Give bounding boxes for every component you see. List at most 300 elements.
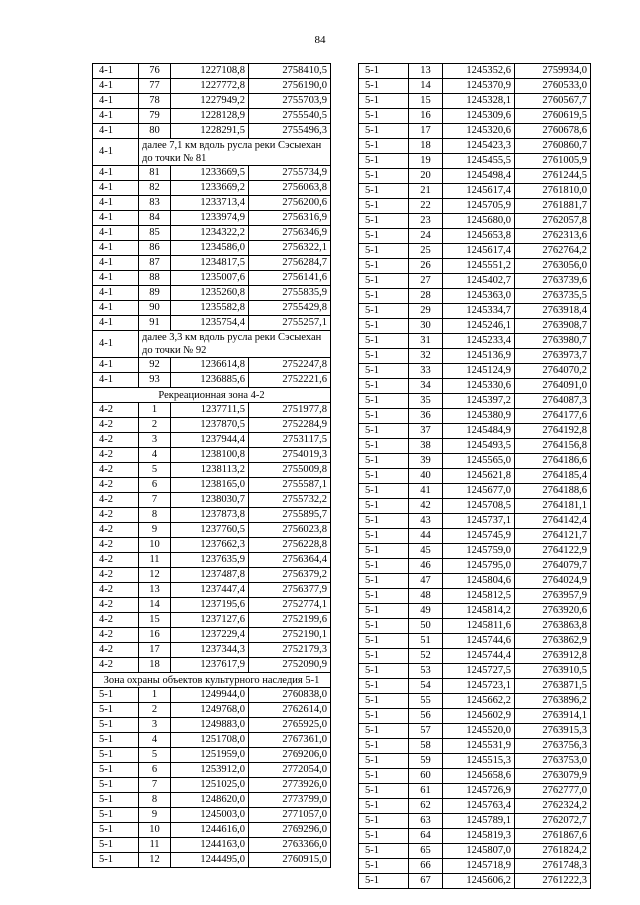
point-number-cell: 90 bbox=[139, 301, 171, 316]
y-coordinate-cell: 2763908,7 bbox=[515, 319, 591, 334]
point-number-cell: 11 bbox=[139, 838, 171, 853]
table-row bbox=[93, 853, 331, 868]
zone-cell: 4-1 bbox=[93, 124, 139, 139]
y-coordinate-cell: 2763862,9 bbox=[515, 634, 591, 649]
point-number-cell: 6 bbox=[139, 478, 171, 493]
y-coordinate-cell: 2755587,1 bbox=[249, 478, 331, 493]
x-coordinate-cell: 1235754,4 bbox=[171, 316, 249, 331]
zone-cell: 5-1 bbox=[359, 499, 409, 514]
y-coordinate-cell: 2759934,0 bbox=[515, 64, 591, 79]
zone-cell: 4-2 bbox=[93, 568, 139, 583]
point-number-cell: 9 bbox=[139, 808, 171, 823]
point-number-cell: 64 bbox=[409, 829, 443, 844]
y-coordinate-cell: 2773926,0 bbox=[249, 778, 331, 793]
x-coordinate-cell: 1245680,0 bbox=[443, 214, 515, 229]
table-row bbox=[93, 388, 331, 403]
zone-cell: 5-1 bbox=[359, 829, 409, 844]
table-row bbox=[93, 109, 331, 124]
y-coordinate-cell: 2762057,8 bbox=[515, 214, 591, 229]
point-number-cell: 77 bbox=[139, 79, 171, 94]
x-coordinate-cell: 1244616,0 bbox=[171, 823, 249, 838]
zone-cell: 5-1 bbox=[93, 703, 139, 718]
point-number-cell: 45 bbox=[409, 544, 443, 559]
point-number-cell: 5 bbox=[139, 463, 171, 478]
table-row bbox=[359, 304, 591, 319]
x-coordinate-cell: 1245520,0 bbox=[443, 724, 515, 739]
table-row bbox=[93, 181, 331, 196]
point-number-cell: 41 bbox=[409, 484, 443, 499]
x-coordinate-cell: 1245814,2 bbox=[443, 604, 515, 619]
y-coordinate-cell: 2773799,0 bbox=[249, 793, 331, 808]
x-coordinate-cell: 1237344,3 bbox=[171, 643, 249, 658]
point-number-cell: 56 bbox=[409, 709, 443, 724]
point-number-cell: 54 bbox=[409, 679, 443, 694]
y-coordinate-cell: 2761881,7 bbox=[515, 199, 591, 214]
zone-cell: 5-1 bbox=[359, 439, 409, 454]
y-coordinate-cell: 2762072,7 bbox=[515, 814, 591, 829]
y-coordinate-cell: 2763973,7 bbox=[515, 349, 591, 364]
point-number-cell: 2 bbox=[139, 703, 171, 718]
y-coordinate-cell: 2769206,0 bbox=[249, 748, 331, 763]
table-row bbox=[93, 553, 331, 568]
table-row bbox=[93, 331, 331, 358]
y-coordinate-cell: 2761005,9 bbox=[515, 154, 591, 169]
y-coordinate-cell: 2763739,6 bbox=[515, 274, 591, 289]
x-coordinate-cell: 1245789,1 bbox=[443, 814, 515, 829]
zone-cell: 5-1 bbox=[359, 454, 409, 469]
zone-cell: 5-1 bbox=[359, 784, 409, 799]
x-coordinate-cell: 1249768,0 bbox=[171, 703, 249, 718]
y-coordinate-cell: 2756063,8 bbox=[249, 181, 331, 196]
zone-cell: 5-1 bbox=[359, 79, 409, 94]
x-coordinate-cell: 1237487,8 bbox=[171, 568, 249, 583]
y-coordinate-cell: 2764079,7 bbox=[515, 559, 591, 574]
point-number-cell: 7 bbox=[139, 493, 171, 508]
zone-cell: 4-1 bbox=[93, 256, 139, 271]
point-number-cell: 62 bbox=[409, 799, 443, 814]
point-number-cell: 83 bbox=[139, 196, 171, 211]
y-coordinate-cell: 2753117,5 bbox=[249, 433, 331, 448]
x-coordinate-cell: 1245617,4 bbox=[443, 244, 515, 259]
y-coordinate-cell: 2764177,6 bbox=[515, 409, 591, 424]
point-number-cell: 34 bbox=[409, 379, 443, 394]
zone-cell: 5-1 bbox=[359, 139, 409, 154]
table-row bbox=[359, 289, 591, 304]
point-number-cell: 57 bbox=[409, 724, 443, 739]
zone-cell: 5-1 bbox=[359, 724, 409, 739]
x-coordinate-cell: 1228291,5 bbox=[171, 124, 249, 139]
table-row bbox=[93, 358, 331, 373]
zone-cell: 5-1 bbox=[359, 769, 409, 784]
y-coordinate-cell: 2762777,0 bbox=[515, 784, 591, 799]
y-coordinate-cell: 2752090,9 bbox=[249, 658, 331, 673]
table-row bbox=[359, 814, 591, 829]
zone-cell: 4-2 bbox=[93, 598, 139, 613]
zone-cell: 5-1 bbox=[93, 838, 139, 853]
point-number-cell: 16 bbox=[139, 628, 171, 643]
x-coordinate-cell: 1237447,4 bbox=[171, 583, 249, 598]
point-number-cell: 28 bbox=[409, 289, 443, 304]
table-row bbox=[359, 94, 591, 109]
table-row bbox=[359, 574, 591, 589]
zone-cell: 5-1 bbox=[359, 304, 409, 319]
zone-cell: 5-1 bbox=[359, 94, 409, 109]
y-coordinate-cell: 2761867,6 bbox=[515, 829, 591, 844]
table-row bbox=[359, 349, 591, 364]
zone-cell: 4-1 bbox=[93, 286, 139, 301]
table-row bbox=[359, 364, 591, 379]
x-coordinate-cell: 1245727,5 bbox=[443, 664, 515, 679]
x-coordinate-cell: 1249883,0 bbox=[171, 718, 249, 733]
x-coordinate-cell: 1227949,2 bbox=[171, 94, 249, 109]
y-coordinate-cell: 2755496,3 bbox=[249, 124, 331, 139]
point-number-cell: 24 bbox=[409, 229, 443, 244]
point-number-cell: 4 bbox=[139, 733, 171, 748]
y-coordinate-cell: 2764192,8 bbox=[515, 424, 591, 439]
y-coordinate-cell: 2764188,6 bbox=[515, 484, 591, 499]
point-number-cell: 35 bbox=[409, 394, 443, 409]
point-number-cell: 7 bbox=[139, 778, 171, 793]
zone-cell: 5-1 bbox=[359, 754, 409, 769]
x-coordinate-cell: 1245136,9 bbox=[443, 349, 515, 364]
y-coordinate-cell: 2755734,9 bbox=[249, 166, 331, 181]
zone-cell: 5-1 bbox=[359, 259, 409, 274]
x-coordinate-cell: 1245328,1 bbox=[443, 94, 515, 109]
x-coordinate-cell: 1238030,7 bbox=[171, 493, 249, 508]
y-coordinate-cell: 2763920,6 bbox=[515, 604, 591, 619]
table-row bbox=[93, 538, 331, 553]
zone-cell: 5-1 bbox=[93, 793, 139, 808]
table-row bbox=[93, 433, 331, 448]
x-coordinate-cell: 1244163,0 bbox=[171, 838, 249, 853]
zone-cell: 4-1 bbox=[93, 166, 139, 181]
x-coordinate-cell: 1249944,0 bbox=[171, 688, 249, 703]
table-row bbox=[93, 403, 331, 418]
y-coordinate-cell: 2755429,8 bbox=[249, 301, 331, 316]
point-number-cell: 66 bbox=[409, 859, 443, 874]
zone-cell: 4-1 bbox=[93, 196, 139, 211]
point-number-cell: 65 bbox=[409, 844, 443, 859]
y-coordinate-cell: 2755732,2 bbox=[249, 493, 331, 508]
table-row bbox=[93, 778, 331, 793]
x-coordinate-cell: 1245819,3 bbox=[443, 829, 515, 844]
zone-cell: 5-1 bbox=[359, 349, 409, 364]
point-number-cell: 25 bbox=[409, 244, 443, 259]
point-number-cell: 29 bbox=[409, 304, 443, 319]
table-row bbox=[359, 589, 591, 604]
point-number-cell: 40 bbox=[409, 469, 443, 484]
zone-cell: 4-2 bbox=[93, 493, 139, 508]
table-row bbox=[93, 418, 331, 433]
zone-cell: 5-1 bbox=[359, 469, 409, 484]
table-row bbox=[359, 79, 591, 94]
x-coordinate-cell: 1245759,0 bbox=[443, 544, 515, 559]
y-coordinate-cell: 2752247,8 bbox=[249, 358, 331, 373]
y-coordinate-cell: 2756190,0 bbox=[249, 79, 331, 94]
point-number-cell: 47 bbox=[409, 574, 443, 589]
y-coordinate-cell: 2756141,6 bbox=[249, 271, 331, 286]
y-coordinate-cell: 2761824,2 bbox=[515, 844, 591, 859]
table-row bbox=[359, 484, 591, 499]
y-coordinate-cell: 2756228,8 bbox=[249, 538, 331, 553]
zone-cell: 5-1 bbox=[359, 484, 409, 499]
point-number-cell: 43 bbox=[409, 514, 443, 529]
point-number-cell: 15 bbox=[139, 613, 171, 628]
x-coordinate-cell: 1251025,0 bbox=[171, 778, 249, 793]
x-coordinate-cell: 1245744,6 bbox=[443, 634, 515, 649]
table-row bbox=[359, 679, 591, 694]
y-coordinate-cell: 2764185,4 bbox=[515, 469, 591, 484]
x-coordinate-cell: 1245658,6 bbox=[443, 769, 515, 784]
zone-cell: 5-1 bbox=[359, 514, 409, 529]
point-number-cell: 22 bbox=[409, 199, 443, 214]
zone-cell: 5-1 bbox=[359, 679, 409, 694]
y-coordinate-cell: 2756322,1 bbox=[249, 241, 331, 256]
x-coordinate-cell: 1245124,9 bbox=[443, 364, 515, 379]
y-coordinate-cell: 2756346,9 bbox=[249, 226, 331, 241]
table-row bbox=[93, 316, 331, 331]
point-number-cell: 26 bbox=[409, 259, 443, 274]
zone-cell: 5-1 bbox=[359, 289, 409, 304]
x-coordinate-cell: 1245662,2 bbox=[443, 694, 515, 709]
table-row bbox=[93, 196, 331, 211]
table-row bbox=[359, 439, 591, 454]
table-row bbox=[93, 643, 331, 658]
table-row bbox=[93, 286, 331, 301]
y-coordinate-cell: 2765925,0 bbox=[249, 718, 331, 733]
table-row bbox=[359, 844, 591, 859]
zone-cell: 5-1 bbox=[93, 718, 139, 733]
zone-cell: 5-1 bbox=[93, 778, 139, 793]
x-coordinate-cell: 1234817,5 bbox=[171, 256, 249, 271]
zone-cell: 4-1 bbox=[93, 271, 139, 286]
point-number-cell: 85 bbox=[139, 226, 171, 241]
x-coordinate-cell: 1245309,6 bbox=[443, 109, 515, 124]
point-number-cell: 36 bbox=[409, 409, 443, 424]
point-number-cell: 1 bbox=[139, 688, 171, 703]
x-coordinate-cell: 1237127,6 bbox=[171, 613, 249, 628]
y-coordinate-cell: 2767361,0 bbox=[249, 733, 331, 748]
table-row bbox=[359, 619, 591, 634]
boundary-note-cell: далее 3,3 км вдоль русла реки Сэсыехан до точки № 92 bbox=[139, 331, 331, 358]
zone-cell: 5-1 bbox=[93, 688, 139, 703]
table-row bbox=[359, 154, 591, 169]
x-coordinate-cell: 1227772,8 bbox=[171, 79, 249, 94]
point-number-cell: 91 bbox=[139, 316, 171, 331]
table-row bbox=[93, 748, 331, 763]
zone-cell: 5-1 bbox=[359, 559, 409, 574]
zone-cell: 4-2 bbox=[93, 613, 139, 628]
y-coordinate-cell: 2764091,0 bbox=[515, 379, 591, 394]
table-row bbox=[359, 214, 591, 229]
table-row bbox=[359, 694, 591, 709]
point-number-cell: 31 bbox=[409, 334, 443, 349]
x-coordinate-cell: 1245565,0 bbox=[443, 454, 515, 469]
table-row bbox=[359, 199, 591, 214]
table-row bbox=[359, 244, 591, 259]
point-number-cell: 3 bbox=[139, 433, 171, 448]
point-number-cell: 92 bbox=[139, 358, 171, 373]
x-coordinate-cell: 1245246,1 bbox=[443, 319, 515, 334]
table-row bbox=[359, 64, 591, 79]
y-coordinate-cell: 2755703,9 bbox=[249, 94, 331, 109]
x-coordinate-cell: 1228128,9 bbox=[171, 109, 249, 124]
x-coordinate-cell: 1245363,0 bbox=[443, 289, 515, 304]
point-number-cell: 17 bbox=[409, 124, 443, 139]
zone-cell: 4-1 bbox=[93, 94, 139, 109]
table-row bbox=[93, 79, 331, 94]
point-number-cell: 2 bbox=[139, 418, 171, 433]
x-coordinate-cell: 1251708,0 bbox=[171, 733, 249, 748]
point-number-cell: 33 bbox=[409, 364, 443, 379]
y-coordinate-cell: 2762614,0 bbox=[249, 703, 331, 718]
zone-cell: 4-2 bbox=[93, 628, 139, 643]
point-number-cell: 52 bbox=[409, 649, 443, 664]
x-coordinate-cell: 1237229,4 bbox=[171, 628, 249, 643]
table-row bbox=[359, 874, 591, 889]
y-coordinate-cell: 2764087,3 bbox=[515, 394, 591, 409]
x-coordinate-cell: 1245795,0 bbox=[443, 559, 515, 574]
point-number-cell: 53 bbox=[409, 664, 443, 679]
y-coordinate-cell: 2756364,4 bbox=[249, 553, 331, 568]
y-coordinate-cell: 2761748,3 bbox=[515, 859, 591, 874]
table-row bbox=[359, 424, 591, 439]
point-number-cell: 44 bbox=[409, 529, 443, 544]
zone-cell: 4-2 bbox=[93, 583, 139, 598]
zone-cell: 4-2 bbox=[93, 448, 139, 463]
table-row bbox=[359, 604, 591, 619]
boundary-note-cell: далее 7,1 км вдоль русла реки Сэсыехан до точки № 81 bbox=[139, 139, 331, 166]
zone-cell: 5-1 bbox=[359, 199, 409, 214]
y-coordinate-cell: 2764181,1 bbox=[515, 499, 591, 514]
y-coordinate-cell: 2771057,0 bbox=[249, 808, 331, 823]
x-coordinate-cell: 1234322,2 bbox=[171, 226, 249, 241]
x-coordinate-cell: 1237711,5 bbox=[171, 403, 249, 418]
table-row bbox=[93, 628, 331, 643]
table-row bbox=[93, 256, 331, 271]
y-coordinate-cell: 2756023,8 bbox=[249, 523, 331, 538]
table-row bbox=[93, 373, 331, 388]
x-coordinate-cell: 1233669,2 bbox=[171, 181, 249, 196]
y-coordinate-cell: 2760915,0 bbox=[249, 853, 331, 868]
table-row bbox=[359, 544, 591, 559]
table-row bbox=[93, 226, 331, 241]
point-number-cell: 3 bbox=[139, 718, 171, 733]
point-number-cell: 78 bbox=[139, 94, 171, 109]
zone-cell: 4-2 bbox=[93, 538, 139, 553]
zone-cell: 5-1 bbox=[359, 604, 409, 619]
x-coordinate-cell: 1245455,5 bbox=[443, 154, 515, 169]
point-number-cell: 50 bbox=[409, 619, 443, 634]
zone-cell: 5-1 bbox=[359, 874, 409, 889]
zone-cell: 5-1 bbox=[359, 334, 409, 349]
zone-cell: 5-1 bbox=[93, 733, 139, 748]
table-row bbox=[93, 523, 331, 538]
y-coordinate-cell: 2763756,3 bbox=[515, 739, 591, 754]
zone-cell: 5-1 bbox=[359, 649, 409, 664]
y-coordinate-cell: 2763980,7 bbox=[515, 334, 591, 349]
point-number-cell: 49 bbox=[409, 604, 443, 619]
y-coordinate-cell: 2755835,9 bbox=[249, 286, 331, 301]
x-coordinate-cell: 1245380,9 bbox=[443, 409, 515, 424]
zone-cell: 5-1 bbox=[359, 394, 409, 409]
table-row bbox=[93, 733, 331, 748]
zone-cell: 5-1 bbox=[359, 379, 409, 394]
zone-cell: 5-1 bbox=[93, 823, 139, 838]
x-coordinate-cell: 1245484,9 bbox=[443, 424, 515, 439]
point-number-cell: 30 bbox=[409, 319, 443, 334]
zone-cell: 5-1 bbox=[359, 409, 409, 424]
zone-cell: 5-1 bbox=[359, 229, 409, 244]
table-row bbox=[359, 454, 591, 469]
y-coordinate-cell: 2763056,0 bbox=[515, 259, 591, 274]
x-coordinate-cell: 1233713,4 bbox=[171, 196, 249, 211]
table-row bbox=[93, 124, 331, 139]
y-coordinate-cell: 2755895,7 bbox=[249, 508, 331, 523]
y-coordinate-cell: 2764024,9 bbox=[515, 574, 591, 589]
y-coordinate-cell: 2760860,7 bbox=[515, 139, 591, 154]
x-coordinate-cell: 1245723,1 bbox=[443, 679, 515, 694]
zone-cell: 4-2 bbox=[93, 523, 139, 538]
zone-cell: 4-2 bbox=[93, 643, 139, 658]
y-coordinate-cell: 2764186,6 bbox=[515, 454, 591, 469]
x-coordinate-cell: 1235260,8 bbox=[171, 286, 249, 301]
table-row bbox=[359, 379, 591, 394]
y-coordinate-cell: 2756377,9 bbox=[249, 583, 331, 598]
x-coordinate-cell: 1235582,8 bbox=[171, 301, 249, 316]
table-row bbox=[93, 94, 331, 109]
y-coordinate-cell: 2752284,9 bbox=[249, 418, 331, 433]
zone-cell: 5-1 bbox=[359, 574, 409, 589]
y-coordinate-cell: 2764142,4 bbox=[515, 514, 591, 529]
table-row bbox=[93, 211, 331, 226]
x-coordinate-cell: 1251959,0 bbox=[171, 748, 249, 763]
table-row bbox=[93, 463, 331, 478]
x-coordinate-cell: 1237635,9 bbox=[171, 553, 249, 568]
table-row bbox=[93, 763, 331, 778]
y-coordinate-cell: 2764121,7 bbox=[515, 529, 591, 544]
x-coordinate-cell: 1245397,2 bbox=[443, 394, 515, 409]
x-coordinate-cell: 1245677,0 bbox=[443, 484, 515, 499]
y-coordinate-cell: 2760533,0 bbox=[515, 79, 591, 94]
x-coordinate-cell: 1245515,3 bbox=[443, 754, 515, 769]
y-coordinate-cell: 2762313,6 bbox=[515, 229, 591, 244]
table-row bbox=[359, 784, 591, 799]
zone-cell: 4-2 bbox=[93, 463, 139, 478]
x-coordinate-cell: 1245352,6 bbox=[443, 64, 515, 79]
point-number-cell: 79 bbox=[139, 109, 171, 124]
point-number-cell: 86 bbox=[139, 241, 171, 256]
point-number-cell: 5 bbox=[139, 748, 171, 763]
table-row bbox=[359, 274, 591, 289]
y-coordinate-cell: 2763366,0 bbox=[249, 838, 331, 853]
x-coordinate-cell: 1245737,1 bbox=[443, 514, 515, 529]
table-row bbox=[359, 559, 591, 574]
table-row bbox=[93, 598, 331, 613]
y-coordinate-cell: 2758410,5 bbox=[249, 64, 331, 79]
point-number-cell: 51 bbox=[409, 634, 443, 649]
y-coordinate-cell: 2763914,1 bbox=[515, 709, 591, 724]
point-number-cell: 9 bbox=[139, 523, 171, 538]
table-row bbox=[93, 703, 331, 718]
point-number-cell: 87 bbox=[139, 256, 171, 271]
point-number-cell: 15 bbox=[409, 94, 443, 109]
table-row bbox=[359, 409, 591, 424]
table-row bbox=[359, 124, 591, 139]
point-number-cell: 93 bbox=[139, 373, 171, 388]
x-coordinate-cell: 1245602,9 bbox=[443, 709, 515, 724]
point-number-cell: 11 bbox=[139, 553, 171, 568]
